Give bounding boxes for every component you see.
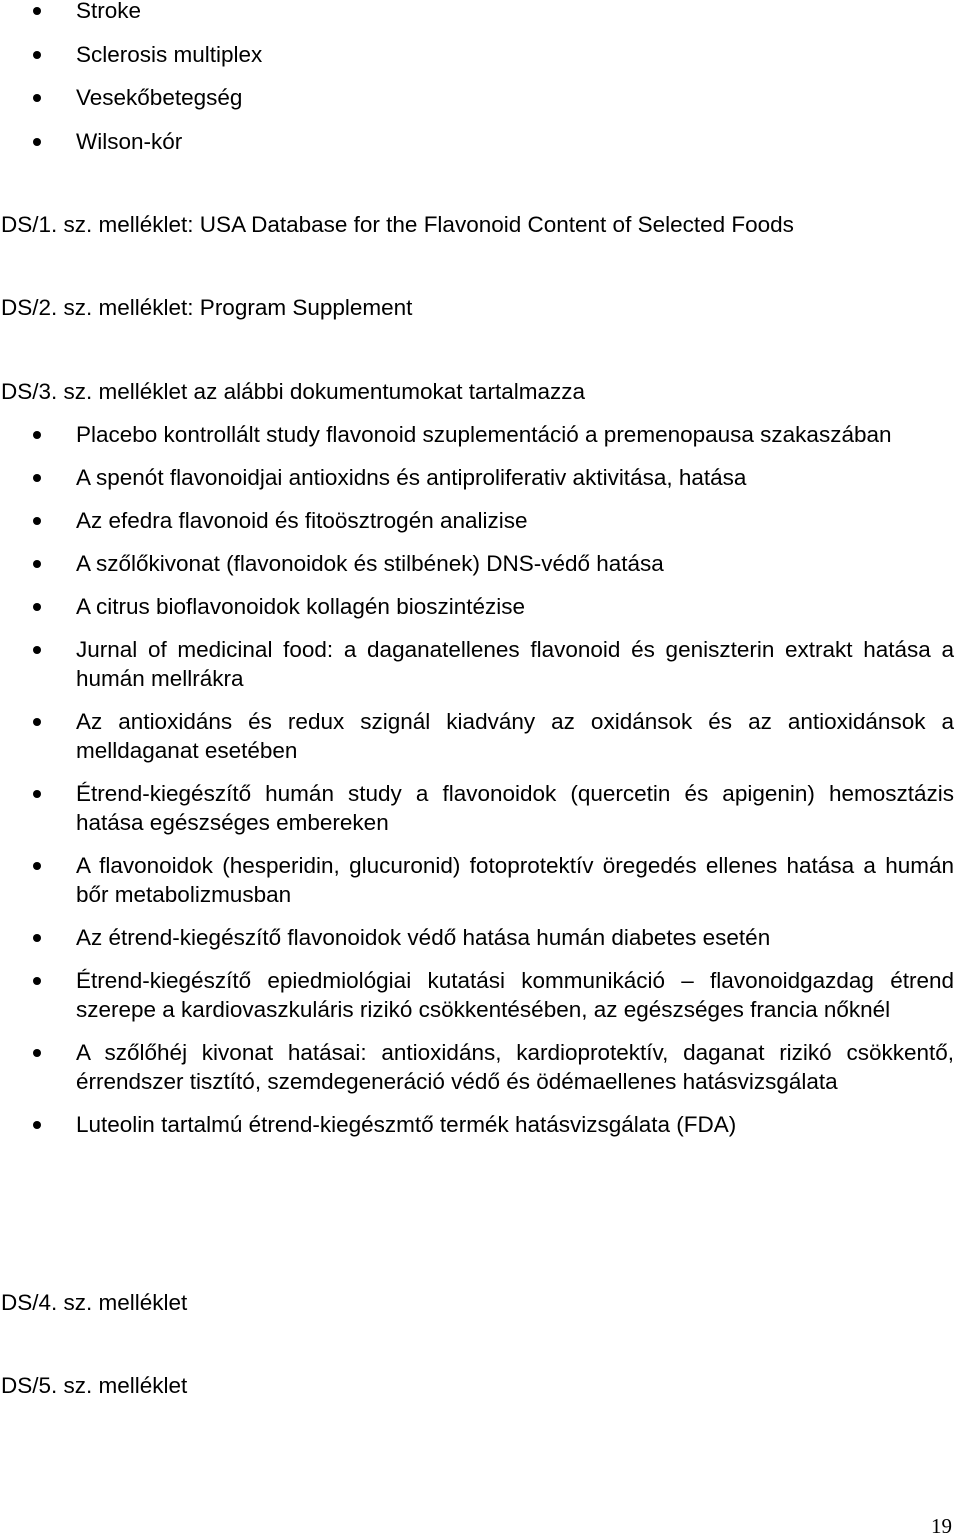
list-item: A citrus bioflavonoidok kollagén bioszintézise [0, 592, 954, 621]
list-item: Sclerosis multiplex [0, 40, 954, 69]
list-item: Az antioxidáns és redux szignál kiadvány az oxidánsok és az antioxidánsok a melldaganat esetében [0, 707, 954, 765]
list-item: Wilson-kór [0, 127, 954, 156]
annex-ds5: DS/5. sz. melléklet [1, 1373, 188, 1398]
list-item: Jurnal of medicinal food: a daganatellenes flavonoid és geniszterin extrakt hatása a humán mellrákra [0, 635, 954, 693]
list-item: Stroke [0, 0, 954, 25]
list-item: A szőlőkivonat (flavonoidok és stilbének) DNS-védő hatása [0, 549, 954, 578]
list-item: A spenót flavonoidjai antioxidns és antiproliferativ aktivitása, hatása [0, 463, 954, 492]
condition-list [0, 0, 954, 156]
list-item: Az efedra flavonoid és fitoösztrogén analizise [0, 506, 954, 535]
annex-ds3-document-list [0, 420, 954, 1139]
list-item: Étrend-kiegészítő epiedmiológiai kutatási kommunikáció – flavonoidgazdag étrend szerepe a kardiovaszkuláris rizikó csökkentésében, az egészséges francia nőknél [0, 966, 954, 1024]
annex-ds4: DS/4. sz. melléklet [1, 1290, 188, 1315]
page-number: 19 [931, 1514, 952, 1538]
annex-ds2: DS/2. sz. melléklet: Program Supplement [1, 295, 413, 320]
list-item: A szőlőhéj kivonat hatásai: antioxidáns, kardioprotektív, daganat rizikó csökkentő, érrendszer tisztító, szemdegeneráció védő és ödémaellenes hatásvizsgálata [0, 1038, 954, 1096]
list-item: Vesekőbetegség [0, 83, 954, 112]
list-item: Étrend-kiegészítő humán study a flavonoidok (quercetin és apigenin) hemosztázis hatása egészséges embereken [0, 779, 954, 837]
list-item: Luteolin tartalmú étrend-kiegészmtő termék hatásvizsgálata (FDA) [0, 1110, 954, 1139]
annex-ds3-heading: DS/3. sz. melléklet az alábbi dokumentumokat tartalmazza [1, 379, 586, 404]
annex-ds1: DS/1. sz. melléklet: USA Database for the Flavonoid Content of Selected Foods [1, 212, 794, 237]
list-item: A flavonoidok (hesperidin, glucuronid) fotoprotektív öregedés ellenes hatása a humán bőr metabolizmusban [0, 851, 954, 909]
list-item: Az étrend-kiegészítő flavonoidok védő hatása humán diabetes esetén [0, 923, 954, 952]
list-item: Placebo kontrollált study flavonoid szuplementáció a premenopausa szakaszában [0, 420, 954, 449]
